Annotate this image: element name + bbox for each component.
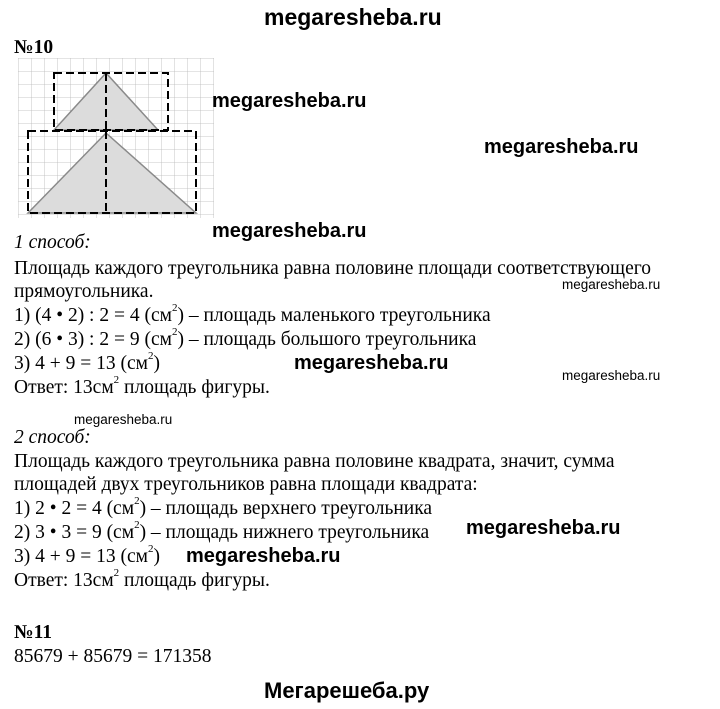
method-1-step-1: 1) (4 • 2) : 2 = 4 $(см^2)$ – площадь маленького треугольника [14,302,491,326]
method-2-title: 2 способ: [14,427,91,448]
task-10-number: №10 [14,37,54,58]
method-1-text-line-1: Площадь каждого треугольника равна половине площади соответствующего [14,258,651,279]
method-1-step-3: 3) 4 + 9 = 13 $(см^2)$ [14,350,160,374]
method-2-step-1: 1) 2 • 2 = 4 $(см^2)$ – площадь верхнего треугольника [14,495,433,519]
method-2-step-2: 2) 3 • 3 = 9 $(см^2)$ – площадь нижнего треугольника [14,519,430,543]
method-2-text-line-1: Площадь каждого треугольника равна половине квадрата, значит, сумма [14,451,615,472]
watermark: megaresheba.ru [484,136,639,158]
method-2-answer: Ответ: $13см^2$ площадь фигуры. [14,567,270,591]
task-11-equation: 85679 + 85679 = 171358 [14,646,212,667]
header-site-title: megaresheba.ru [264,4,442,30]
method-1-step-2: 2) (6 • 3) : 2 = 9 $(см^2)$ – площадь большого треугольника [14,326,477,350]
watermark: megaresheba.ru [294,352,449,374]
method-2-text-line-2: площадей двух треугольников равна площади квадрата: [14,474,478,495]
watermark: megaresheba.ru [74,412,173,427]
watermark: megaresheba.ru [466,517,621,539]
watermark: megaresheba.ru [186,545,341,567]
task-11-number: №11 [14,622,53,643]
method-1-title: 1 способ: [14,232,91,253]
method-2-step-3: 3) 4 + 9 = 13 $(см^2)$ [14,543,160,567]
footer-site-title: Мегарешеба.ру [264,678,430,703]
method-1-answer: Ответ: $13см^2$ площадь фигуры. [14,374,270,398]
watermark: megaresheba.ru [212,90,367,112]
watermark: megaresheba.ru [562,368,661,383]
method-1-text-line-2: прямоугольника. [14,281,154,302]
watermark: megaresheba.ru [212,220,367,242]
triangles-grid-figure [18,58,214,218]
watermark: megaresheba.ru [562,277,661,292]
